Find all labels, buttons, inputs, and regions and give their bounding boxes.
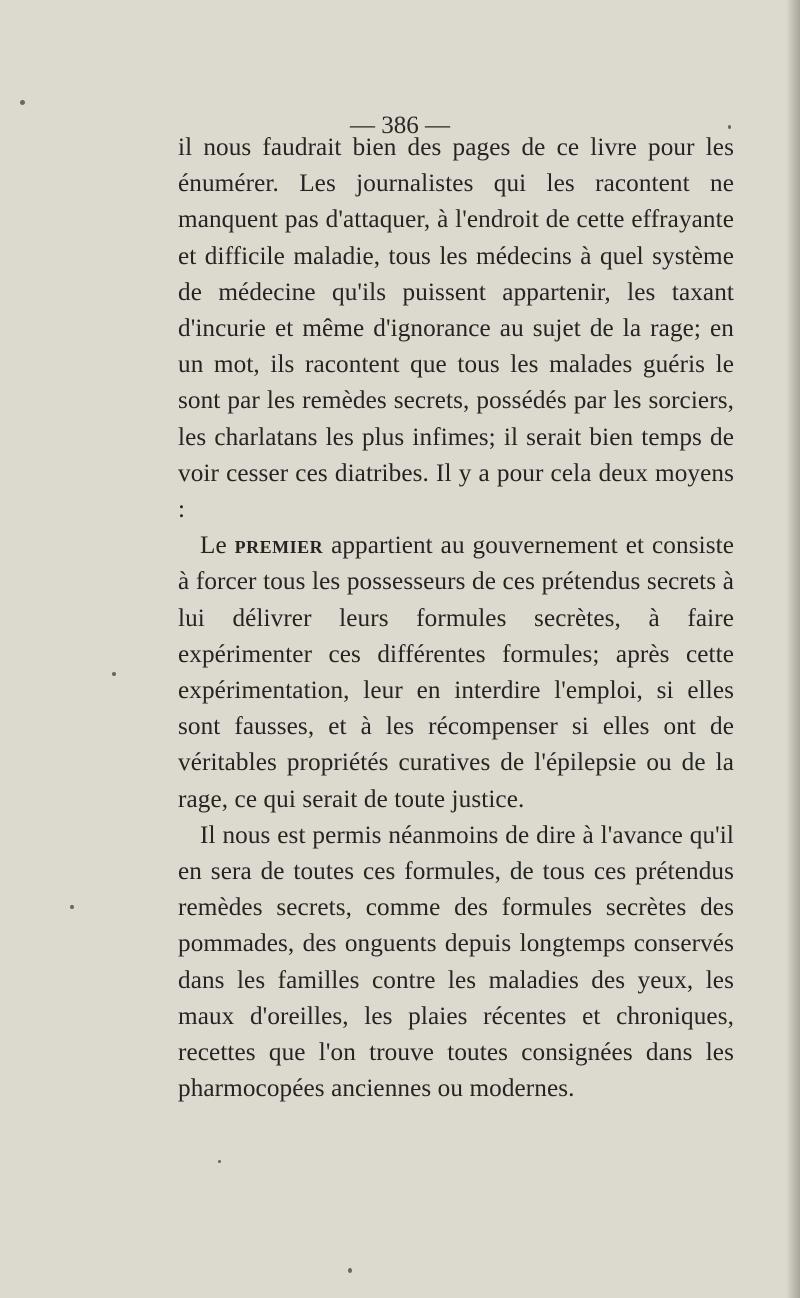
body-text: [178, 130, 734, 1107]
paper-speck: [20, 100, 25, 105]
paragraph-2-lead: Le: [200, 532, 227, 560]
paper-speck: [728, 125, 731, 129]
page-edge-shadow: [786, 0, 800, 1298]
paper-speck: [348, 1268, 352, 1273]
paragraph-2-rest: appartient au gouvernement et consiste à forcer tous les possesseurs de ces prétendus secrets à lui délivrer leurs formules secrètes, à faire expérimenter ces différentes formules; après cette expérimentation, leur en interdire l'emploi, si elles sont fausses, et à les récompenser si elles ont de véritables propriétés curatives de l'épilepsie ou de la rage, ce qui serait de toute justice.: [178, 532, 734, 813]
page-number: — 386 —: [350, 112, 450, 139]
paper-speck: [218, 1160, 221, 1163]
paragraph-2-smallcaps: premier: [234, 532, 324, 560]
paragraph-2: [178, 528, 734, 818]
paragraph-1: il nous faudrait bien des pages de ce livre pour les énumérer. Les journalistes qui les racontent ne manquent pas d'attaquer, à l'endroit de cette effrayante et difficile maladie, tous les médecins à quel système de médecine qu'ils puissent appartenir, les taxant d'incurie et même d'ignorance au sujet de la rage; en un mot, ils racontent que tous les malades guéris le sont par les remèdes secrets, possédés par les sorciers, les charlatans les plus infimes; il serait bien temps de voir cesser ces diatribes. Il y a pour cela deux moyens :: [178, 134, 734, 524]
paper-speck: [70, 905, 74, 909]
paper-speck: [112, 672, 116, 676]
paragraph-3: Il nous est permis néanmoins de dire à l'avance qu'il en sera de toutes ces formules, de tous ces prétendus remèdes secrets, comme des formules secrètes des pommades, des onguents depuis longtemps conservés dans les familles contre les maladies des yeux, les maux d'oreilles, les plaies récentes et chroniques, recettes que l'on trouve toutes consignées dans les pharmocopées anciennes ou modernes.: [178, 821, 734, 1103]
